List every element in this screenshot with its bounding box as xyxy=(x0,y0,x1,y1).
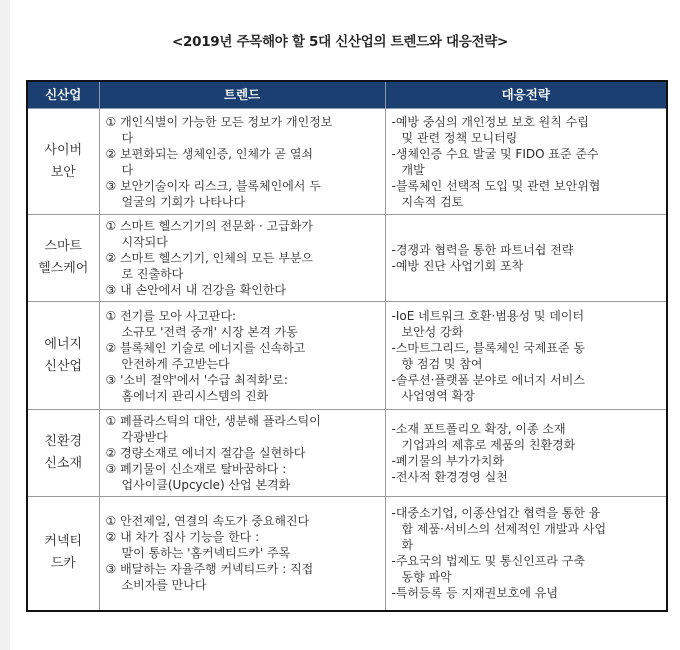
strategy-line: 사업영역 확장 xyxy=(401,388,475,403)
trend-line: 다 xyxy=(121,162,134,177)
strategy-line: 보안성 강화 xyxy=(401,324,464,339)
industry-cell xyxy=(27,215,99,302)
page-title: <2019년 주목해야 할 5대 신산업의 트렌드와 대응전략> xyxy=(172,34,508,50)
trend-cell xyxy=(99,302,385,410)
strategy-line: -블록체인 선택적 도입 및 관련 보안위협 xyxy=(391,178,601,193)
strategy-line: -주요국의 법제도 및 통신인프라 구축 xyxy=(391,554,585,569)
strategy-line: -예방 중심의 개인정보 보호 원칙 수립 xyxy=(391,114,589,129)
strategy-line: 합 제품·서비스의 선제적인 개발과 사업 xyxy=(401,522,607,537)
trend-line: 업사이클(Upcycle) 산업 본격화 xyxy=(121,478,291,492)
industry-name-line: 에너지 xyxy=(44,336,83,352)
industry-name-line: 커넥티 xyxy=(44,534,83,550)
strategy-line: 화 xyxy=(401,538,414,553)
header-trend: 트렌드 xyxy=(99,81,385,109)
industry-name-line: 보안 xyxy=(50,164,76,180)
header-industry: 신산업 xyxy=(27,81,99,109)
trend-line: ② 경량소재로 에너지 절감을 실현하다 xyxy=(105,446,306,460)
trend-line: ③ 배달하는 자율주행 커넥티드카 : 직접 xyxy=(105,562,314,577)
table-row xyxy=(27,410,667,497)
strategy-line: 기업과의 제휴로 제품의 친환경화 xyxy=(401,438,576,452)
table-row xyxy=(27,215,667,302)
trend-cell xyxy=(99,497,385,611)
trend-line: ① 개인식별이 가능한 모든 정보가 개인정보 xyxy=(105,114,333,129)
industry-name-line: 드카 xyxy=(50,556,76,572)
strategy-line: -IoE 네트워크 호환·범용성 및 데이터 xyxy=(391,308,585,323)
strategy-line: -대중소기업, 이종산업간 협력을 통한 융 xyxy=(391,506,601,521)
strategy-cell xyxy=(385,215,667,302)
trend-line: ② 보편화되는 생체인증, 인체가 곧 열쇠 xyxy=(105,146,314,161)
trend-cell xyxy=(99,215,385,302)
trend-line: ③ 내 손안에서 내 건강을 확인한다 xyxy=(105,283,287,297)
trend-line: ② 내 차가 집사 기능을 한다 : xyxy=(105,530,260,545)
table-row xyxy=(27,109,667,215)
trend-line: ① 안전제일, 연결의 속도가 중요해진다 xyxy=(105,514,310,529)
industry-name-line: 친환경 xyxy=(44,434,83,449)
strategy-line: -소재 포트폴리오 확장, 이종 소재 xyxy=(391,422,566,436)
strategy-cell xyxy=(385,302,667,410)
header-strategy: 대응전략 xyxy=(385,81,667,109)
industry-cell xyxy=(27,109,99,215)
trend-line: ③ 폐기물이 신소재로 탈바꿈하다 : xyxy=(105,462,287,476)
strategy-line: -전사적 환경경영 실천 xyxy=(391,470,508,484)
industry-trend-table xyxy=(26,80,668,612)
strategy-line: -스마트그리드, 블록체인 국제표준 동 xyxy=(391,340,585,355)
trend-line: ③ 보안기술이자 리스크, 블록체인에서 두 xyxy=(105,178,321,193)
strategy-line: 및 관련 정책 모니터링 xyxy=(401,130,518,145)
trend-cell xyxy=(99,410,385,497)
strategy-cell xyxy=(385,109,667,215)
industry-name-line: 신산업 xyxy=(44,358,83,374)
left-margin-strip xyxy=(0,0,10,650)
industry-cell xyxy=(27,302,99,410)
table-header-row xyxy=(27,81,667,109)
strategy-line: -생체인증 수요 발굴 및 FIDO 표준 준수 xyxy=(391,146,599,161)
trend-line: 얼굴의 기회가 나타나다 xyxy=(121,194,246,209)
strategy-line: -솔루션·플랫폼 분야로 에너지 서비스 xyxy=(391,372,585,387)
trend-line: ② 블록체인 기술로 에너지를 신속하고 xyxy=(105,340,306,355)
trend-line: 말이 통하는 '홈커넥티드카' 주목 xyxy=(121,546,291,561)
trend-line: ① 전기를 모아 사고판다: xyxy=(105,308,237,323)
industry-name-line: 헬스케어 xyxy=(38,261,89,276)
trend-line: ② 스마트 헬스기기, 인체의 모든 부분으 xyxy=(105,251,314,265)
industry-cell xyxy=(27,410,99,497)
trend-line: ① 폐플라스틱의 대안, 생분해 플라스틱이 xyxy=(105,414,321,428)
trend-line: 소규모 '전력 중개' 시장 본격 가동 xyxy=(121,324,298,339)
trend-line: 소비자를 만나다 xyxy=(121,578,207,593)
trend-line: ① 스마트 헬스기기의 전문화 · 고급화가 xyxy=(105,219,314,233)
industry-cell xyxy=(27,497,99,611)
strategy-line: 지속적 검토 xyxy=(401,194,464,209)
industry-name-line: 신소재 xyxy=(44,456,83,471)
strategy-line: 향 점검 및 참여 xyxy=(401,356,483,371)
strategy-cell xyxy=(385,410,667,497)
industry-name-line: 스마트 xyxy=(44,239,83,254)
trend-cell xyxy=(99,109,385,215)
table-row xyxy=(27,497,667,611)
strategy-line: -특허등록 등 지재권보호에 유념 xyxy=(391,586,558,601)
trend-line: 홈에너지 관리시스템의 진화 xyxy=(121,388,269,403)
strategy-line: 개발 xyxy=(401,162,425,177)
strategy-cell xyxy=(385,497,667,611)
strategy-line: -예방 진단 사업기회 포착 xyxy=(391,259,524,273)
trend-line: 각광받다 xyxy=(121,430,168,444)
trend-line: 시작되다 xyxy=(121,235,168,249)
trend-line: ③ '소비 절약'에서 '수급 최적화'로: xyxy=(105,372,288,387)
trend-line: 안전하게 주고받는다 xyxy=(121,356,230,371)
strategy-line: -폐기물의 부가가치화 xyxy=(391,454,504,468)
table-row xyxy=(27,302,667,410)
strategy-line: -경쟁과 협력을 통한 파트너쉽 전략 xyxy=(391,243,574,257)
trend-line: 다 xyxy=(121,130,134,145)
trend-line: 로 진출하다 xyxy=(121,267,184,281)
industry-name-line: 사이버 xyxy=(44,142,83,158)
strategy-line: 동향 파악 xyxy=(401,570,452,585)
